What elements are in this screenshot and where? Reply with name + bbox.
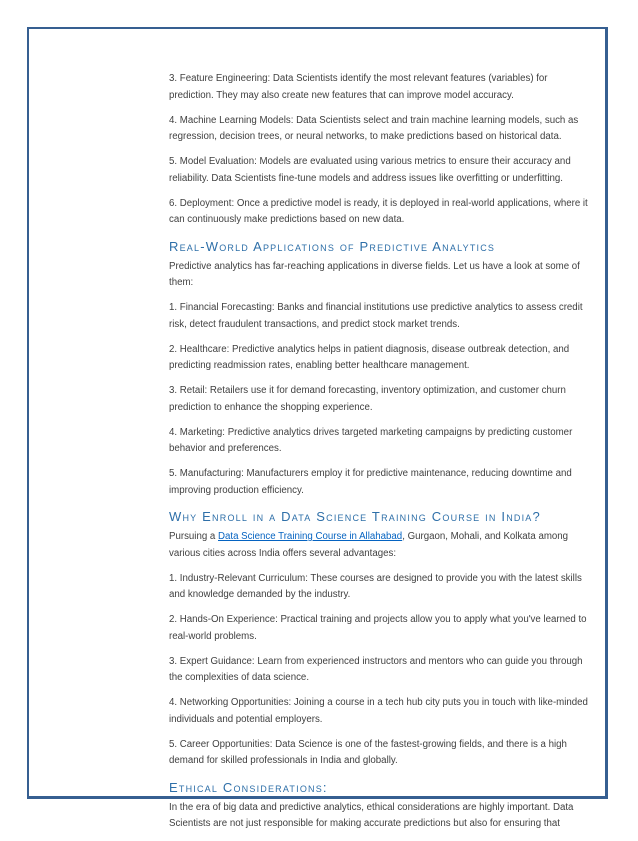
enroll-intro-after: , Gurgaon, Mohali, and Kolkata among various cities across India offers several advantages: <box>169 531 569 559</box>
paragraph-enroll-intro <box>169 529 589 562</box>
paragraph-hands-on-experience: 2. Hands-On Experience: Practical training and projects allow you to apply what you've learned to real-world problems. <box>169 614 587 642</box>
paragraph-networking: 4. Networking Opportunities: Joining a course in a tech hub city puts you in touch with like-minded individuals and potential employers. <box>169 697 588 725</box>
course-link[interactable]: Data Science Training Course in Allahabad <box>218 531 403 542</box>
paragraph-applications-intro: Predictive analytics has far-reaching applications in diverse fields. Let us have a look at some of them: <box>169 260 580 288</box>
paragraph-financial-forecasting: 1. Financial Forecasting: Banks and financial institutions use predictive analytics to assess credit risk, detect fraudulent transactions, and predict stock market trends. <box>169 302 583 330</box>
paragraph-healthcare: 2. Healthcare: Predictive analytics helps in patient diagnosis, disease outbreak detection, and predicting readmission rates, enabling better healthcare management. <box>169 343 570 371</box>
paragraph-industry-curriculum: 1. Industry-Relevant Curriculum: These courses are designed to provide you with the latest skills and knowledge demanded by the industry. <box>169 572 582 600</box>
document-body <box>169 71 589 841</box>
paragraph-expert-guidance: 3. Expert Guidance: Learn from experienced instructors and mentors who can guide you through the complexities of data science. <box>169 655 583 683</box>
paragraph-career-opportunities: 5. Career Opportunities: Data Science is one of the fastest-growing fields, and there is a high demand for skilled professionals in India and globally. <box>169 738 567 766</box>
heading-why-enroll: Why Enroll in a Data Science Training Course in India? <box>169 509 541 524</box>
paragraph-deployment: 6. Deployment: Once a predictive model is ready, it is deployed in real-world applications, where it can continuously make predictions based on new data. <box>169 197 588 225</box>
enroll-intro-before: Pursuing a <box>169 531 219 542</box>
paragraph-machine-learning-models: 4. Machine Learning Models: Data Scientists select and train machine learning models, such as regression, decision trees, or neural networks, to make predictions based on historical data. <box>169 114 579 142</box>
paragraph-model-evaluation: 5. Model Evaluation: Models are evaluated using various metrics to ensure their accuracy and reliability. Data Scientists fine-tune models and address issues like overfitting or underfitting. <box>169 156 571 184</box>
paragraph-marketing: 4. Marketing: Predictive analytics drives targeted marketing campaigns by predicting customer behavior and preferences. <box>169 426 573 454</box>
paragraph-manufacturing: 5. Manufacturing: Manufacturers employ it for predictive maintenance, reducing downtime and improving production efficiency. <box>169 468 572 496</box>
heading-real-world-applications: Real-World Applications of Predictive Analytics <box>169 238 496 254</box>
paragraph-feature-engineering: 3. Feature Engineering: Data Scientists identify the most relevant features (variables) for prediction. They may also create new features that can improve model accuracy. <box>169 73 548 101</box>
paragraph-ethical-intro: In the era of big data and predictive analytics, ethical considerations are highly important. Data Scientists are not just responsible for making accurate predictions but also for ensuring that <box>169 801 574 829</box>
paragraph-retail: 3. Retail: Retailers use it for demand forecasting, inventory optimization, and customer churn prediction to enhance the shopping experience. <box>169 385 566 413</box>
heading-ethical-considerations: Ethical Considerations: <box>169 779 328 795</box>
